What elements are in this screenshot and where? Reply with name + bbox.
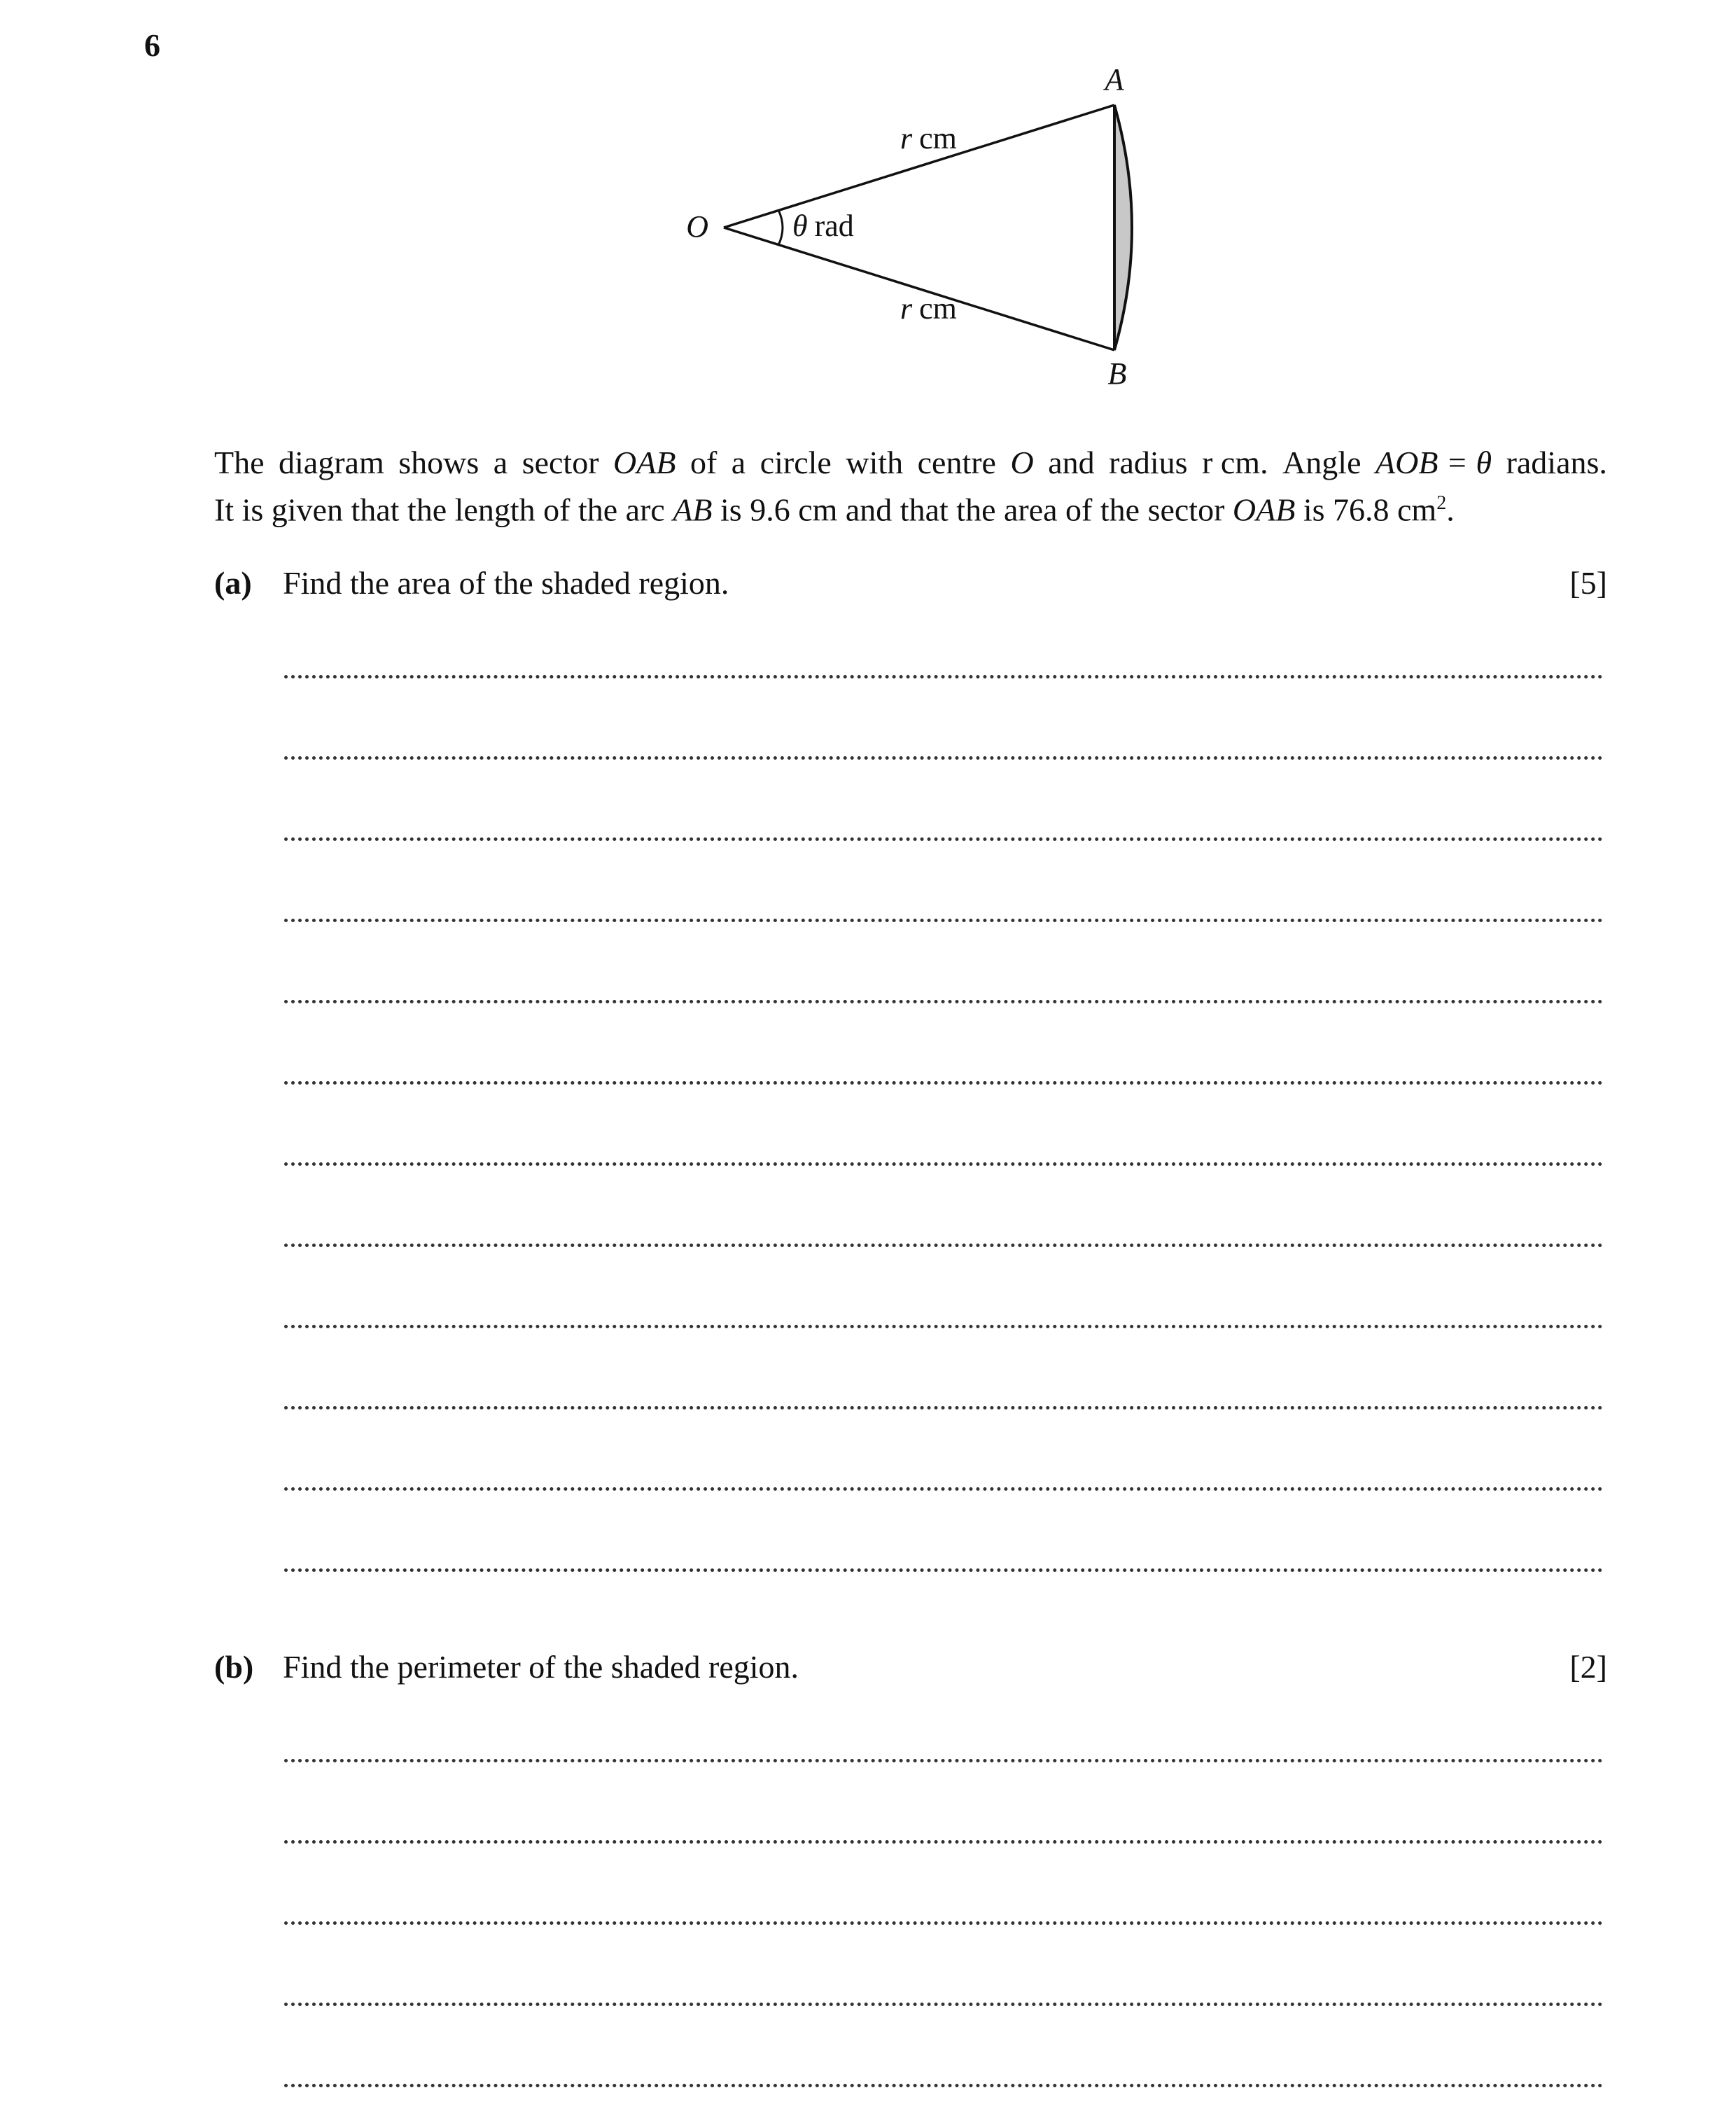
answer-line[interactable]	[284, 1000, 1603, 1003]
angle-arc	[778, 210, 783, 245]
answer-line[interactable]	[284, 756, 1603, 760]
label-r-bottom: r cm	[900, 291, 957, 326]
answer-line[interactable]	[284, 1759, 1603, 1762]
page-number: 6	[144, 27, 160, 63]
answer-line[interactable]	[284, 1244, 1603, 1247]
question-b-marks: [2]	[1569, 1649, 1607, 1685]
answer-line[interactable]	[284, 1568, 1603, 1572]
label-r-top: r cm	[900, 121, 957, 155]
answer-line[interactable]	[284, 1325, 1603, 1328]
answer-line[interactable]	[284, 1406, 1603, 1409]
answer-line[interactable]	[284, 1081, 1603, 1085]
question-a-label: (a)	[214, 565, 252, 601]
answer-line[interactable]	[284, 675, 1603, 678]
question-a-text: Find the area of the shaded region.	[283, 565, 729, 601]
answer-line[interactable]	[284, 837, 1603, 841]
answer-line[interactable]	[284, 2084, 1603, 2087]
sector-diagram	[0, 0, 1736, 420]
answer-line[interactable]	[284, 2003, 1603, 2006]
question-b-label: (b)	[214, 1649, 254, 1685]
answer-line[interactable]	[284, 919, 1603, 922]
shaded-segment	[1114, 105, 1132, 350]
label-o: O	[686, 209, 708, 244]
answer-line[interactable]	[284, 1162, 1603, 1166]
question-stem	[214, 443, 1607, 530]
label-b: B	[1107, 356, 1127, 391]
question-a-marks: [5]	[1569, 565, 1607, 601]
label-a: A	[1105, 62, 1124, 97]
label-angle: θ rad	[792, 209, 854, 243]
stem-line-1: The diagram shows a sector OAB of a circle with centre O and radius r cm. Angle AOB = θ radians.	[214, 445, 1607, 480]
answer-line[interactable]	[284, 1840, 1603, 1844]
answer-line[interactable]	[284, 1921, 1603, 1925]
stem-line-2: It is given that the length of the arc AB is 9.6 cm and that the area of the sector OAB is 76.8 $cm^2$.	[214, 492, 1455, 528]
radius-ob	[724, 228, 1114, 350]
answer-line[interactable]	[284, 1487, 1603, 1491]
question-b-text: Find the perimeter of the shaded region.	[283, 1649, 799, 1685]
